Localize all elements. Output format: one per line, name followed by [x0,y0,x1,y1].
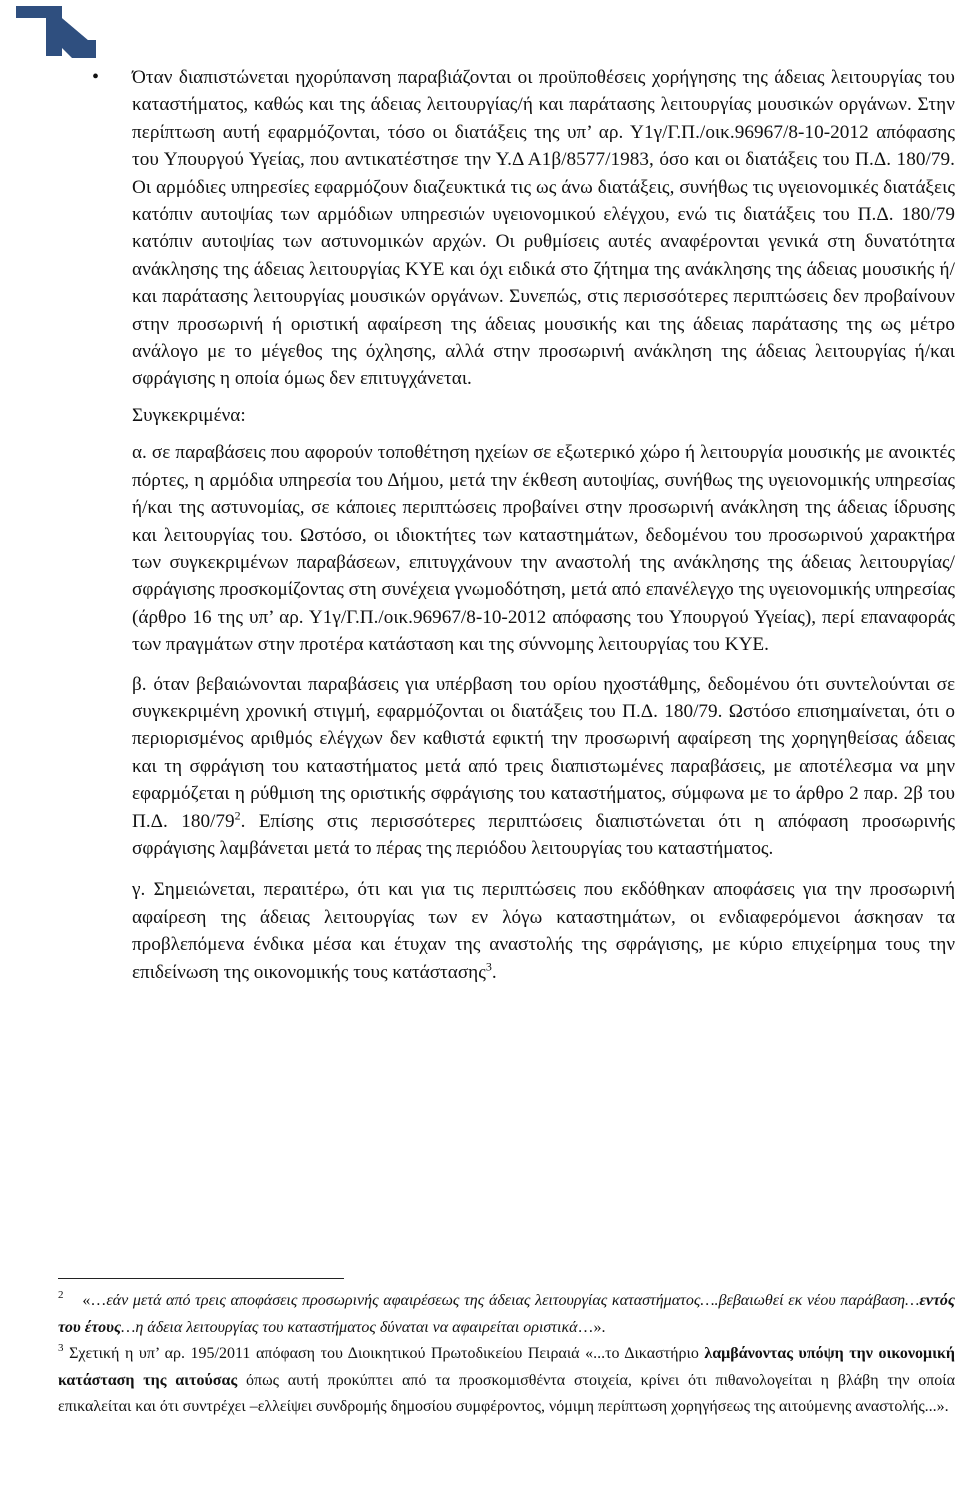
footnote-2-quote: εάν μετά από τρεις αποφάσεις προσωρινής αφαιρέσεως της άδειας λειτουργίας καταστήματος….βεβαιωθεί εκ νέου παράβαση… [106,1292,920,1309]
footnote-2-quote-end: …η άδεια λειτουργίας του καταστήματος δύναται να αφαιρείται οριστικά [121,1318,578,1336]
pi-logo-icon [16,0,96,58]
footnote-2-open: «… [82,1292,107,1309]
footnotes [58,1288,955,1421]
footnote-2-close: …». [577,1318,606,1336]
paragraph-c-text: γ. Σημειώνεται, περαιτέρω, ότι και για τις περιπτώσεις που εκδόθηκαν αποφάσεις για την προσωρινή αφαίρεση της άδειας λειτουργίας των εν λόγω καταστημάτων, οι ενδιαφερόμενοι άσκησαν τα προβλεπόμενα ένδικα μέσα και έτυχαν της αναστολής της σφράγισης, με κύριο επιχείρημα τους την επιδείνωση της οικονομικής τους κατάστασης [132,879,955,983]
bullet-marker: • [92,66,100,88]
paragraph-b-text-end: . Επίσης στις περισσότερες περιπτώσεις διαπιστώνεται ότι η απόφαση προσωρινής σφράγισης λαμβάνεται μετά το πέρας της περιόδου λειτουργίας του καταστήματος. [132,810,956,859]
footnote-2-emphasis: εντός του έτους [58,1292,956,1336]
footnote-separator [58,1278,344,1279]
footnote-2 [58,1288,955,1341]
paragraph-a: α. σε παραβάσεις που αφορούν τοποθέτηση ηχείων σε εξωτερικό χώρο ή λειτουργία μουσικής με ανοικτές πόρτες, η αρμόδια υπηρεσία του Δήμου, μετά την έκθεση αυτοψίας, συνήθως της υγειονομικής υπηρεσίας ή/και της αστυνομίας, σε κάποιες περιπτώσεις προβαίνει στην προσωρινή ανάκληση της άδειας ίδρυσης και λειτουργίας του. Ωστόσο, οι ιδιοκτήτες των καταστημάτων, δεδομένου του προσωρινού χαρακτήρα των συγκεκριμένων παραβάσεων, επιτυγχάνουν την αναστολή της ανάκλησης της άδειας λειτουργίας/σφράγισης προσκομίζοντας στη συνέχεια γνωμοδότηση, μετά από επανέλεγχο της υγειονομικής υπηρεσίας (άρθρο 16 της υπ’ αρ. Υ1γ/Γ.Π./οικ.96967/8-10-2012 απόφασης του Υπουργού Υγείας), περί επαναφοράς των πραγμάτων στην προτέρα κατάσταση και της σύννομης λειτουργίας του ΚΥΕ. [132,442,955,656]
footnote-3-number: 3 [58,1342,64,1354]
paragraph-b [132,671,955,863]
footnote-ref-3[interactable]: 3 [485,959,492,974]
footnote-3 [58,1341,955,1421]
footnote-3-text-end: όπως αυτή προκύπτει από τα προσκομισθέντα στοιχεία, κρίνει ότι πιθανολογείται η βλάβη την οποία επικαλείται και ότι συντρέχει –ελλείψει συνδρομής δημοσίου συμφέροντος, νόμιμη περίπτωση χορηγήσεως της αιτούμενης αναστολής...». [58,1371,955,1415]
footnote-2-number: 2 [58,1289,64,1301]
paragraph-c-text-end: . [491,961,497,983]
paragraph-intro: Όταν διαπιστώνεται ηχορύπανση παραβιάζονται οι προϋποθέσεις χορήγησης της άδειας λειτουργίας του καταστήματος, καθώς και της άδειας λειτουργίας/ή και παράτασης λειτουργίας μουσικών οργάνων. Στην περίπτωση αυτή εφαρμόζονται, τόσο οι διατάξεις της υπ’ αρ. Υ1γ/Γ.Π./οικ.96967/8-10-2012 απόφασης του Υπουργού Υγείας, που αντικατέστησε την Υ.Δ Α1β/8577/1983, όσο και οι διατάξεις του Π.Δ. 180/79. Οι αρμόδιες υπηρεσίες εφαρμόζουν διαζευκτικά τις ως άνω διατάξεις, συνήθως τις υγειονομικές διατάξεις κατόπιν αυτοψίας των αρμόδιων υπηρεσιών υγειονομικού ελέγχου, ενώ τις διατάξεις του Π.Δ. 180/79 κατόπιν αυτοψίας των αστυνομικών αρχών. Οι ρυθμίσεις αυτές αναφέρονται γενικά στη δυνατότητα ανάκλησης της άδειας λειτουργίας ΚΥΕ και όχι ειδικά στο ζήτημα της ανάκλησης της άδειας μουσικής ή/και παράτασης λειτουργίας μουσικών οργάνων. Συνεπώς, στις περισσότερες περιπτώσεις δεν προβαίνουν στην προσωρινή ή οριστική αφαίρεση της άδειας μουσικής και της άδειας παράτασης της ως μέτρο ανάλογο με το μέγεθος της όχλησης, αλλά στην προσωρινή ανάκληση της άδειας λειτουργίας ή/και σφράγισης η οποία όμως δεν επιτυγχάνεται. [132,67,955,390]
footnote-ref-2[interactable]: 2 [234,808,241,823]
paragraph-c [132,876,955,986]
main-text [132,64,955,986]
footnote-3-text: Σχετική η υπ’ αρ. 195/2011 απόφαση του Διοικητικού Πρωτοδικείου Πειραιά «...το Δικαστήριο [69,1345,705,1362]
footnote-3-emphasis: λαμβάνοντας υπόψη την οικονομική κατάσταση της αιτούσας [58,1345,955,1389]
paragraph-specifically: Συγκεκριμένα: [132,404,246,426]
paragraph-b-text: β. όταν βεβαιώνονται παραβάσεις για υπέρβαση του ορίου ηχοστάθμης, δεδομένου ότι συντελούνται σε συγκεκριμένη χρονική στιγμή, εφαρμόζονται οι διατάξεις του Π.Δ. 180/79. Ωστόσο επισημαίνεται, ότι ο περιορισμένος αριθμός ελέγχων δεν καθιστά εφικτή την προσωρινή αφαίρεση της χορηγηθείσας άδειας και τη σφράγιση του καταστήματος μετά από τρεις διαπιστωμένες παραβάσεις, με αποτέλεσμα να μην εφαρμόζεται η ρύθμιση της οριστικής σφράγισης του καταστήματος, σύμφωνα με το άρθρο 2 παρ. 2β του Π.Δ. 180/79 [132,673,955,832]
